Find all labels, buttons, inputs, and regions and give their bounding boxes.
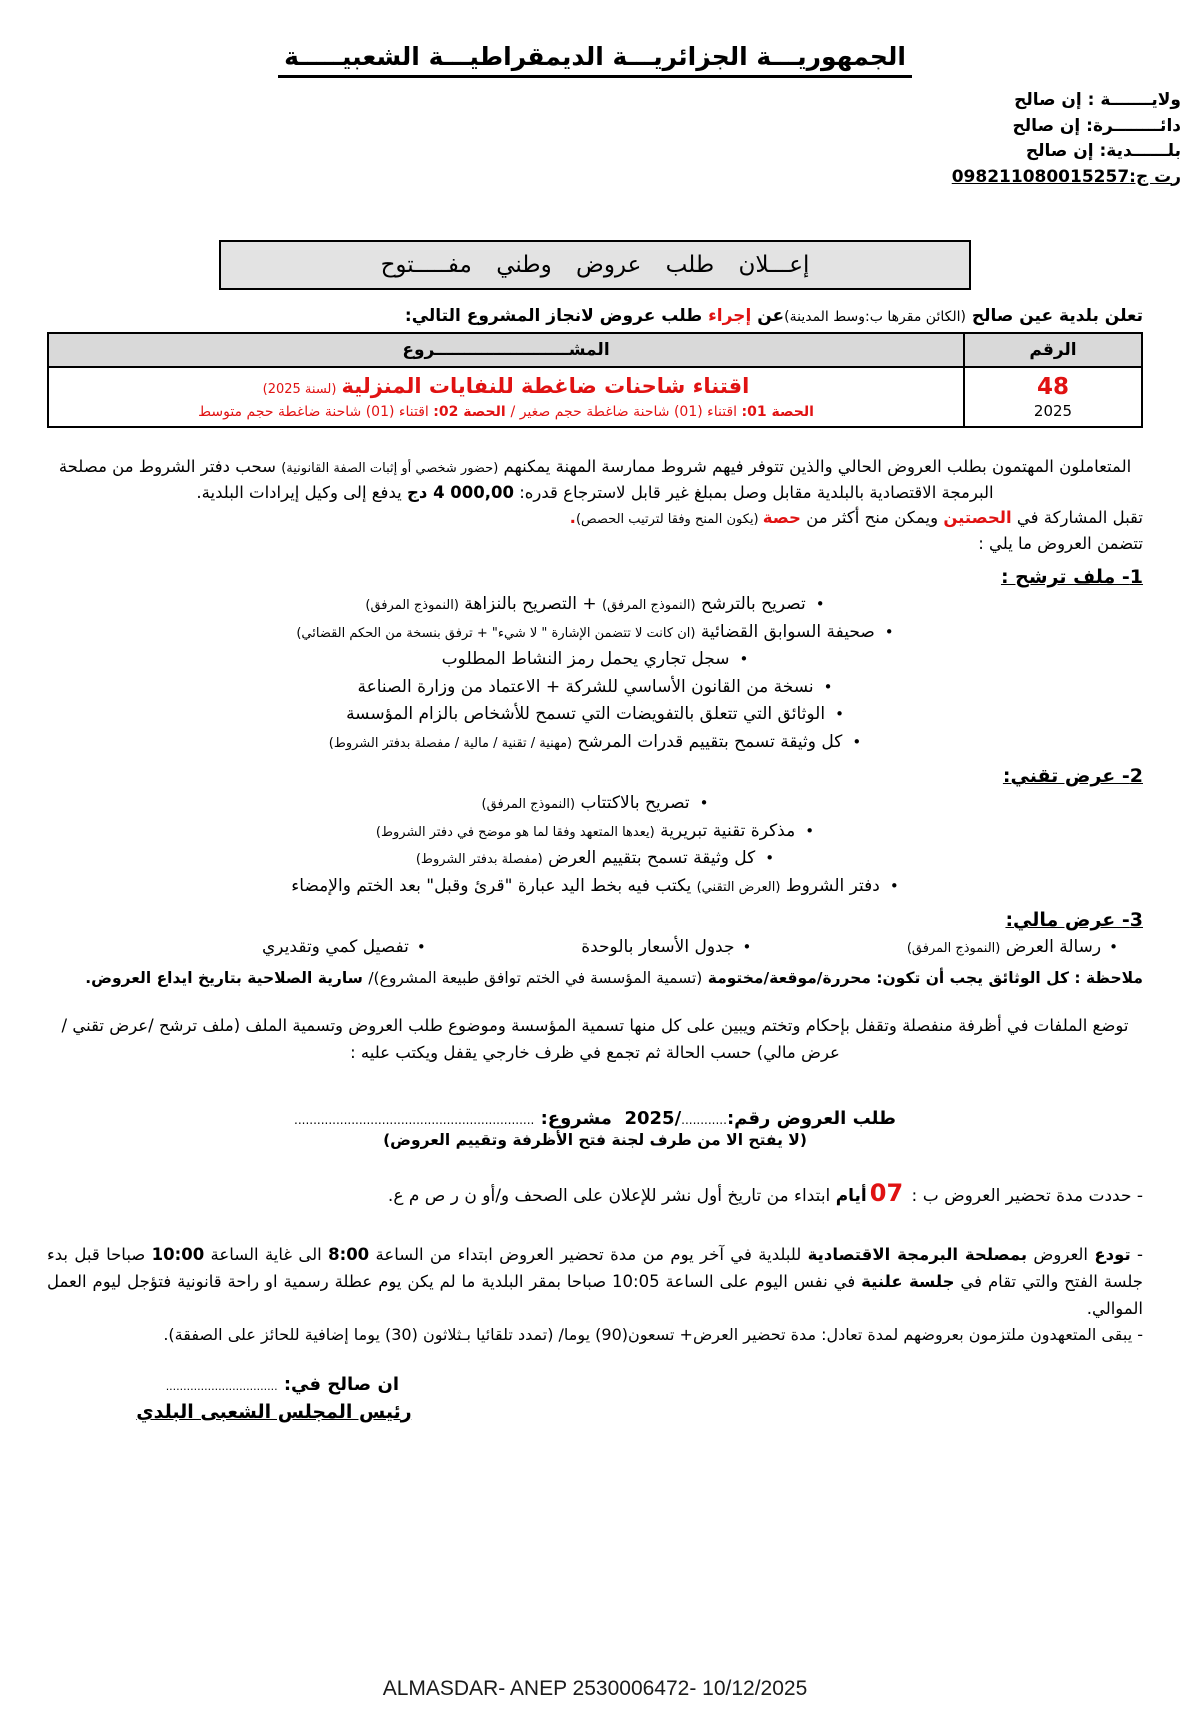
deposit-service: بمصلحة البرمجة الاقتصادية xyxy=(807,1245,1028,1265)
note-regular: (تسمية المؤسسة في الختم توافق طبيعة المشروع)/ xyxy=(368,969,703,988)
list-item xyxy=(47,620,1143,646)
number-column-header: الرقم xyxy=(964,333,1142,367)
intro-rest: طلب عروض لانجاز المشروع التالي: xyxy=(404,306,709,326)
intro-announce: تعلن بلدية عين صالح xyxy=(965,306,1143,326)
withdraw-text-1: المتعاملون المهتمون بطلب العروض الحالي والذين تتوفر فيهم شروط ممارسة المهنة يمكنهم xyxy=(498,457,1132,476)
fill-dots: ............ xyxy=(681,1113,727,1128)
deposit-start-time: 8:00 xyxy=(328,1245,370,1265)
prep-text-1: - حددت مدة تحضير العروض ب : xyxy=(906,1186,1143,1207)
section-title-candidacy-text: 1- ملف ترشح : xyxy=(1000,566,1143,589)
deposit-dash: - xyxy=(1130,1245,1143,1265)
list-item-text: الوثائق التي تتعلق بالتفويضات التي تسمح للأشخاص بالزام المؤسسة xyxy=(346,704,826,725)
project-title-line xyxy=(57,374,955,398)
list-item-text: سجل تجاري يحمل رمز النشاط المطلوب xyxy=(441,649,730,670)
bullet-icon: • xyxy=(739,650,749,669)
documents-note xyxy=(47,969,1143,987)
project-label: مشروع: xyxy=(534,1108,625,1130)
commitment-line: - يبقى المتعهدون ملتزمون بعروضهم لمدة تعادل: مدة تحضير العرض+ تسعون(90) يوما/ (تمدد تلقائيا بـثلاثون (30) يوما إضافية للحائز على الصفقة). xyxy=(163,1324,1143,1344)
envelope-paragraph: توضع الملفات في أظرفة منفصلة وتقفل بإحكام وتختم ويبين على كل منها تسمية المؤسسة وموضوع طلب العروض وتسمية الملف (ملف ترشح /عرض تقني /عرض مالي) حسب الحالة ثم تجمع في ظرف خارجي يقفل ويكتب عليه : xyxy=(61,1016,1129,1062)
deposit-text-4: صباحا قبل بدء جلسة الفتح والتي تقام في xyxy=(47,1245,1144,1292)
offers-include-line: تتضمن العروض ما يلي : xyxy=(978,533,1143,553)
lots-separator: / xyxy=(510,404,516,420)
project-lots-line xyxy=(57,404,955,420)
bullet-icon: • xyxy=(823,677,833,696)
intro-address: (الكائن مقرها ب:وسط المدينة) xyxy=(784,309,966,325)
technical-bullet-list xyxy=(47,791,1143,899)
list-item-text: كل وثيقة تسمح بتقييم قدرات المرشح (مهنية / تقنية / مالية / مفصلة بدفتر الشروط) xyxy=(328,731,843,752)
list-item-text: رسالة العرض (النموذج المرفق) xyxy=(906,937,1102,958)
preparation-deadline-line xyxy=(47,1179,1143,1207)
list-item-text: كل وثيقة تسمح بتقييم العرض (مفصلة بدفتر الشروط) xyxy=(415,848,756,869)
list-item xyxy=(47,791,1143,817)
envelope-warning: (لا يفتح الا من طرف لجنة فتح الأظرفة وتقييم العروض) xyxy=(383,1131,807,1150)
public-session: جلسة علنية xyxy=(861,1272,955,1292)
list-item-text: نسخة من القانون الأساسي للشركة + الاعتماد من وزارة الصناعة xyxy=(357,676,814,697)
list-item-text: مذكرة تقنية تبريرية (يعدها المتعهد وفقا لما هو موضح في دفتر الشروط) xyxy=(375,820,796,841)
signature-title: رئيس المجلس الشعبى البلدي xyxy=(136,1400,412,1423)
deposit-end-time: 10:00 xyxy=(151,1245,205,1265)
intro-line xyxy=(47,306,1143,326)
withdraw-paragraph xyxy=(47,454,1143,505)
project-description-cell xyxy=(48,367,964,427)
table-row xyxy=(48,367,1142,427)
deposit-text-3: الى غاية الساعة xyxy=(204,1245,329,1265)
list-item xyxy=(47,592,1143,618)
project-column-header: المشـــــــــــــــــــــــروع xyxy=(48,333,964,367)
republic-title xyxy=(47,42,1143,78)
tender-year: /2025 xyxy=(624,1108,682,1130)
participation-lots-word: الحصتين xyxy=(943,508,1012,528)
list-item-text: تصريح بالترشح (النموذج المرفق) + التصريح بالنزاهة (النموذج المرفق) xyxy=(365,594,806,615)
prep-text-2: ابتداء من تاريخ أول نشر للإعلان على الصحف و/أو ن ر ص م ع. xyxy=(387,1186,836,1207)
bullet-icon: • xyxy=(815,595,825,614)
lot1-label: الحصة 01: xyxy=(741,404,814,420)
intro-about: عن xyxy=(751,306,785,326)
section-title-technical-text: 2- عرض تقني: xyxy=(1002,765,1143,788)
list-item xyxy=(907,937,1118,957)
withdraw-presence-note: (حضور شخصي أو إثبات الصفة القانونية) xyxy=(281,461,499,476)
document-page xyxy=(0,42,1190,1423)
signature-place-label: ان صالح في: xyxy=(277,1373,399,1395)
tender-banner: إعـــلان طلب عروض وطني مفـــــتوح xyxy=(219,240,971,290)
deposit-paragraph xyxy=(47,1241,1143,1323)
deposit-text-5: في نفس اليوم على الساعة 10:05 صباحا بمقر البلدية ما لم يكن يوم عطلة رسمية او راحة قانونية فتؤجل ليوم العمل الموالي. xyxy=(47,1272,1143,1319)
daira-line: دائــــــــرة: إن صالح xyxy=(1012,115,1181,136)
administrative-header xyxy=(952,88,1181,190)
list-item-text: صحيفة السوابق القضائية (ان كانت لا تتضمن الإشارة " لا شيء" + ترفق بنسخة من الحكم القضائي) xyxy=(296,621,875,642)
section-title-technical xyxy=(47,765,1143,787)
signature-place-line xyxy=(109,1374,439,1395)
withdraw-text-3: يدفع إلى وكيل إيرادات البلدية. xyxy=(196,482,407,502)
participation-lot-word: حصة xyxy=(762,508,801,528)
bullet-icon: • xyxy=(416,938,426,957)
candidacy-bullet-list xyxy=(47,592,1143,755)
intro-procedure: إجراء xyxy=(708,306,752,326)
bullet-icon: • xyxy=(742,938,752,957)
signature-block xyxy=(109,1374,439,1423)
project-number-cell xyxy=(964,367,1142,427)
bullet-icon: • xyxy=(1109,938,1118,957)
anep-footer: ALMASDAR- ANEP 2530006472- 10/12/2025 xyxy=(382,1677,808,1700)
financial-bullet-row xyxy=(47,935,1143,959)
rc-number: رت ج:098211080015257 xyxy=(951,166,1181,187)
table-header-row xyxy=(48,333,1142,367)
list-item-text: دفتر الشروط (العرض التقني) يكتب فيه بخط اليد عبارة "قرئ وقبل" بعد الختم والإمضاء xyxy=(291,875,880,896)
note-bold-1: ملاحظة : كل الوثائق يجب أن تكون: محررة/موقعة/مختومة xyxy=(702,969,1143,988)
signature-dots: ................................ xyxy=(165,1379,278,1393)
participation-text-1: تقبل المشاركة في xyxy=(1011,508,1143,528)
bullet-icon: • xyxy=(889,876,899,895)
deposit-text-2: للبلدية في آخر يوم من مدة تحضير العروض ابتداء من الساعة xyxy=(369,1245,808,1265)
prep-days-word: أيام xyxy=(835,1186,867,1207)
bullet-icon: • xyxy=(699,794,709,813)
list-item xyxy=(47,819,1143,845)
bullet-icon: • xyxy=(852,732,862,751)
project-table xyxy=(47,332,1143,428)
wilaya-line: ولايـــــــة : إن صالح xyxy=(1014,90,1181,110)
bullet-icon: • xyxy=(835,705,844,724)
participation-text-2: ويمكن منح أكثر من xyxy=(800,508,944,528)
participation-paragraph xyxy=(47,505,1143,531)
tender-number-label: طلب العروض رقم: xyxy=(726,1108,896,1130)
list-item xyxy=(581,937,751,957)
fill-dots: ............................................................... xyxy=(294,1113,535,1128)
section-title-financial xyxy=(47,909,1143,931)
list-item xyxy=(47,874,1143,900)
project-number: 48 xyxy=(1036,374,1069,401)
bullet-icon: • xyxy=(805,821,815,840)
lot2-label: الحصة 02: xyxy=(433,404,511,420)
project-number-year: 2025 xyxy=(1033,401,1073,420)
list-item xyxy=(262,937,426,957)
bullet-icon: • xyxy=(765,849,775,868)
lot2-text: اقتناء (01) شاحنة ضاغطة حجم متوسط xyxy=(198,404,434,420)
project-year: (لسنة 2025) xyxy=(262,382,337,397)
note-bold-2: سارية الصلاحية بتاريخ ايداع العروض. xyxy=(85,969,369,988)
participation-award-note: (يكون المنح وفقا لترتيب الحصص) xyxy=(575,512,763,528)
republic-title-text: الجمهوريـــة الجزائريـــة الديمقراطيـــة الشعبيـــــة xyxy=(278,42,912,78)
list-item-text: تفصيل كمي وتقديري xyxy=(262,937,409,958)
list-item-text: جدول الأسعار بالوحدة xyxy=(581,937,735,958)
commune-line: بلــــــدية: إن صالح xyxy=(1025,141,1181,161)
list-item xyxy=(47,846,1143,872)
deposit-bold-1: تودع xyxy=(1094,1245,1131,1265)
list-item xyxy=(47,730,1143,756)
withdraw-amount: 4 000,00 دج xyxy=(406,482,514,502)
list-item xyxy=(47,647,1143,673)
participation-period: . xyxy=(569,508,576,528)
list-item xyxy=(47,675,1143,701)
envelope-label-line xyxy=(47,1108,1143,1129)
project-title: اقتناء شاحنات ضاغطة للنفايات المنزلية xyxy=(341,374,750,398)
section-title-financial-text: 3- عرض مالي: xyxy=(1005,909,1143,932)
list-item xyxy=(47,702,1143,728)
section-title-candidacy xyxy=(47,566,1143,588)
list-item-text: تصريح بالاكتتاب (النموذج المرفق) xyxy=(481,793,690,814)
deposit-text-1: العروض xyxy=(1027,1245,1095,1265)
withdraw-text-2: سحب دفتر الشروط من مصلحة البرمجة الاقتصادية بالبلدية مقابل وصل بمبلغ غير قابل لاسترجاع قدره: xyxy=(58,457,994,502)
bullet-icon: • xyxy=(884,622,894,641)
prep-days-value: 07 xyxy=(869,1179,904,1208)
lot1-text: اقتناء (01) شاحنة ضاغطة حجم صغير xyxy=(515,404,742,420)
